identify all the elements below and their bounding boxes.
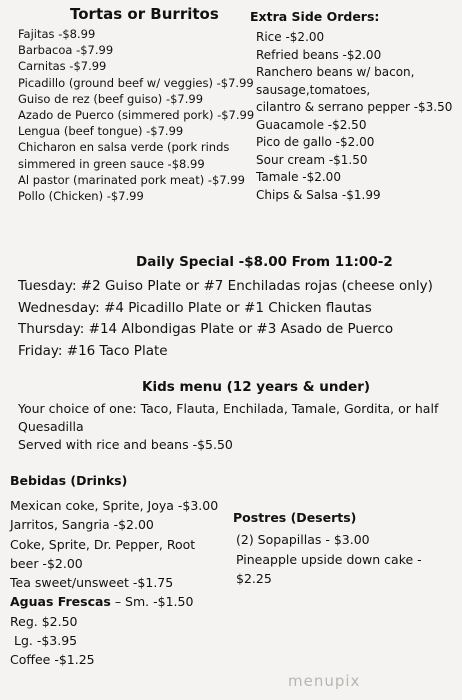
- list-item: Jarritos, Sangria -$2.00: [10, 517, 154, 533]
- list-item: Reg. $2.50: [10, 613, 78, 629]
- list-item: Tuesday: #2 Guiso Plate or #7 Enchiladas rojas (cheese only): [18, 278, 433, 294]
- kids-line: Your choice of one: Taco, Flauta, Enchilada, Tamale, Gordita, or half: [18, 401, 439, 416]
- list-item: Sour cream -$1.50: [256, 152, 368, 167]
- aguas-frescas-price: – Sm. -$1.50: [110, 594, 194, 610]
- watermark-logo: menupix: [288, 672, 361, 690]
- list-item: Rice -$2.00: [256, 30, 325, 44]
- list-item: Al pastor (marinated pork meat) -$7.99: [18, 172, 245, 187]
- list-item: Guacamole -$2.50: [256, 117, 367, 132]
- daily-special-heading: Daily Special -$8.00 From 11:00-2: [136, 254, 393, 270]
- kids-line: Served with rice and beans -$5.50: [18, 437, 233, 453]
- aguas-frescas-line: [10, 592, 218, 611]
- list-item: Fajitas -$8.99: [18, 27, 96, 41]
- list-item: Pico de gallo -$2.00: [256, 135, 375, 149]
- list-item: Picadillo (ground beef w/ veggies) -$7.99: [18, 75, 254, 90]
- postres-list: [236, 530, 422, 589]
- bebidas-list: [10, 496, 218, 670]
- list-item: Lengua (beef tongue) -$7.99: [18, 124, 184, 139]
- list-item: Coke, Sprite, Dr. Pepper, Root: [10, 536, 196, 552]
- list-item: (2) Sopapillas - $3.00: [236, 532, 370, 547]
- list-item: beer -$2.00: [10, 555, 83, 571]
- list-item: Chicharon en salsa verde (pork rinds: [18, 140, 230, 155]
- list-item: Ranchero beans w/ bacon,: [256, 65, 415, 79]
- list-item: cilantro & serrano pepper -$3.50: [256, 100, 453, 114]
- list-item: Pineapple upside down cake -: [236, 551, 422, 567]
- daily-special-list: [18, 276, 433, 362]
- list-item: Carnitas -$7.99: [18, 59, 107, 74]
- list-item: simmered in green sauce -$8.99: [18, 156, 205, 171]
- sides-list: [256, 29, 452, 204]
- list-item: Barbacoa -$7.99: [18, 43, 114, 58]
- aguas-frescas-label: Aguas Frescas: [10, 594, 111, 610]
- list-item: Wednesday: #4 Picadillo Plate or #1 Chicken flautas: [18, 299, 372, 316]
- list-item: Guiso de rez (beef guiso) -$7.99: [18, 91, 204, 106]
- list-item: Coffee -$1.25: [10, 652, 95, 668]
- list-item: Thursday: #14 Albondigas Plate or #3 Asado de Puerco: [18, 321, 394, 337]
- kids-menu-text: [18, 400, 438, 455]
- tortas-heading: Tortas or Burritos: [70, 5, 219, 23]
- list-item: Azado de Puerco (simmered pork) -$7.99: [18, 108, 255, 123]
- list-item: Tamale -$2.00: [256, 170, 341, 184]
- list-item: Tea sweet/unsweet -$1.75: [10, 575, 174, 591]
- list-item: Lg. -$3.95: [10, 633, 78, 649]
- bebidas-heading: Bebidas (Drinks): [10, 473, 128, 488]
- kids-line: Quesadilla: [18, 419, 84, 435]
- list-item: Pollo (Chicken) -$7.99: [18, 189, 144, 204]
- sides-heading: Extra Side Orders:: [250, 9, 380, 24]
- kids-menu-heading: Kids menu (12 years & under): [142, 379, 371, 395]
- tortas-list: [18, 26, 254, 204]
- list-item: $2.25: [236, 571, 272, 587]
- list-item: sausage,tomatoes,: [256, 82, 371, 97]
- list-item: Chips & Salsa -$1.99: [256, 187, 381, 202]
- list-item: Friday: #16 Taco Plate: [18, 342, 168, 359]
- list-item: Refried beans -$2.00: [256, 47, 382, 62]
- list-item: Mexican coke, Sprite, Joya -$3.00: [10, 498, 219, 513]
- postres-heading: Postres (Deserts): [233, 510, 357, 525]
